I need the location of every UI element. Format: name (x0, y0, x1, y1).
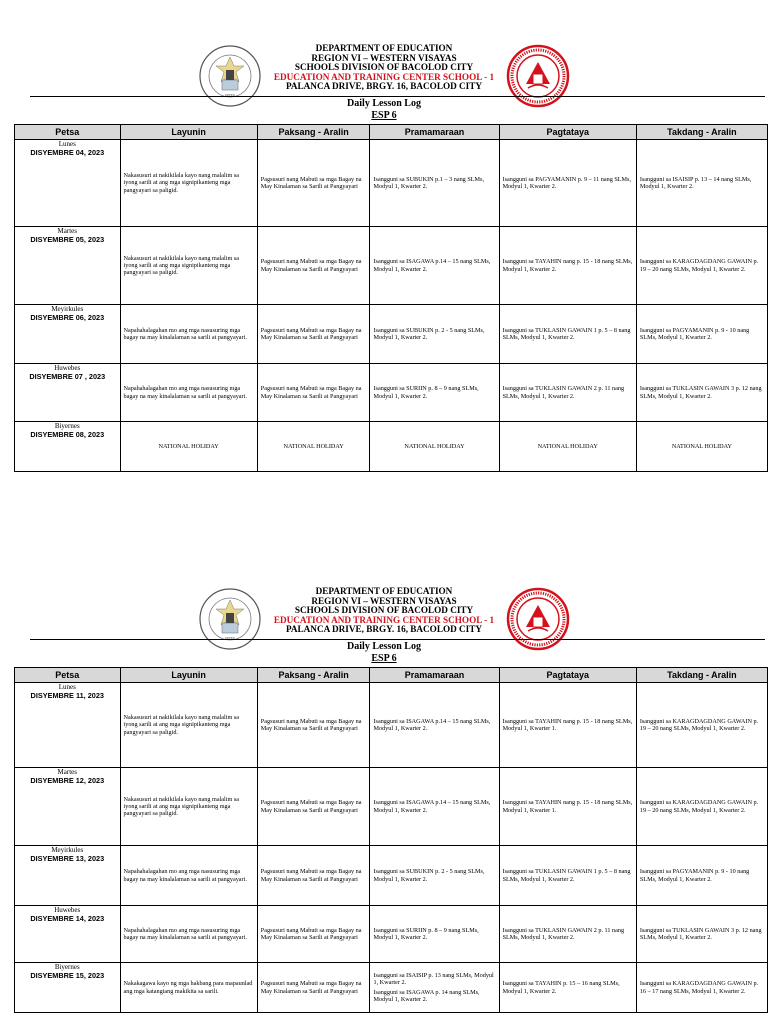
col-petsa: Petsa (15, 125, 121, 140)
takdang-cell: Isangguni sa KARAGDAGDANG GAWAIN p. 19 – 20 nang SLMs, Modyul 1, Kwarter 2. (636, 227, 767, 305)
lesson-log-table-1 (14, 124, 768, 472)
header-line-2: REGION VI – WESTERN VISAYAS (311, 595, 457, 606)
paksa-cell: Pagsusuri nang Mabuti sa mga Bagay na May Kinalaman sa Sarili at Pangyayari (257, 364, 370, 422)
holiday-cell: NATIONAL HOLIDAY (257, 422, 370, 472)
table-header-row (15, 668, 768, 683)
day-label: Meyirkules (51, 305, 84, 313)
paksa-cell: Pagsusuri nang Mabuti sa mga Bagay na May Kinalaman sa Sarili at Pangyayari (257, 768, 370, 846)
col-petsa: Petsa (15, 668, 121, 683)
subject-title: ESP 6 (371, 110, 397, 121)
pramamaraan-cell (370, 963, 499, 1013)
col-takdang: Takdang - Aralin (636, 668, 767, 683)
lesson-log-page-2 (0, 586, 768, 1004)
table-row (15, 963, 768, 1013)
takdang-cell: Isangguni sa ISAISIP p. 13 – 14 nang SLMs, Modyul 1, Kwarter 2. (636, 140, 767, 227)
day-label: Martes (57, 227, 77, 235)
pramamaraan-item: Isangguni sa ISAGAWA p. 14 nang SLMs, Modyul 1, Kwarter 2. (373, 989, 480, 1004)
pramamaraan-cell: Isangguni sa ISAGAWA p.14 – 15 nang SLMs, Modyul 1, Kwarter 2. (370, 227, 499, 305)
layunin-cell: Napahahalagahan mo ang mga nasusuring mga bagay na may kinalalaman sa sarili at pangyayari. (120, 364, 257, 422)
layunin-cell: Nakasusuri at nakikilala kayo nang malalim sa iyong sarili at ang mga signipikanteng mga pangyayari sa paligid. (120, 768, 257, 846)
header-line-5: PALANCA DRIVE, BRGY. 16, BACOLOD CITY (285, 81, 483, 92)
pagtataya-cell: Isangguni sa TAYAHIN nang p. 15 - 18 nang SLMs, Modyul 1, Kwarter 1. (499, 768, 636, 846)
svg-text:DEPED: DEPED (225, 636, 235, 640)
pramamaraan-cell: Isangguni sa SUBUKIN p. 2 - 5 nang SLMs, Modyul 1, Kwarter 2. (370, 305, 499, 364)
pagtataya-cell: Isangguni sa TAYAHIN nang p. 15 - 18 nang SLMs, Modyul 1, Kwarter 2. (499, 227, 636, 305)
pramamaraan-cell: Isangguni sa SURIIN p. 8 – 9 nang SLMs, Modyul 1, Kwarter 2. (370, 364, 499, 422)
day-label: Lunes (58, 683, 76, 691)
pagtataya-cell: Isangguni sa TAYAHIN p. 15 – 16 nang SLMs, Modyul 1, Kwarter 2. (499, 963, 636, 1013)
date-label: DISYEMBRE 06, 2023 (30, 313, 105, 322)
subject-title: ESP 6 (371, 653, 397, 664)
table-header-row (15, 125, 768, 140)
col-pagtataya: Pagtataya (499, 668, 636, 683)
layunin-cell: Napahahalagahan mo ang mga nasusuring mga bagay na may kinalalaman sa sarili at pangyayari. (120, 906, 257, 963)
header-line-2: REGION VI – WESTERN VISAYAS (311, 52, 457, 63)
day-label: Martes (57, 768, 77, 776)
holiday-cell: NATIONAL HOLIDAY (499, 422, 636, 472)
day-label: Huwebes (54, 906, 81, 914)
takdang-cell: Isangguni sa PAGYAMANIN p. 9 - 10 nang SLMs, Modyul 1, Kwarter 2. (636, 305, 767, 364)
pramamaraan-item: Isangguni sa ISAISIP p. 13 nang SLMs, Modyul 1, Kwarter 2. (373, 971, 494, 986)
col-paksa: Paksang - Aralin (257, 668, 370, 683)
table-row (15, 683, 768, 768)
day-label: Meyirkules (51, 846, 84, 854)
table-row (15, 422, 768, 472)
log-title: Daily Lesson Log (347, 98, 421, 109)
date-label: DISYEMBRE 15, 2023 (30, 971, 105, 980)
date-label: DISYEMBRE 14, 2023 (30, 914, 105, 923)
date-cell (15, 963, 121, 1013)
day-label: Huwebes (54, 364, 81, 372)
col-layunin: Layunin (120, 668, 257, 683)
day-label: Biyernes (54, 422, 80, 430)
takdang-cell: Isangguni sa KARAGDAGDANG GAWAIN p. 19 – 20 nang SLMs, Modyul 1, Kwarter 2. (636, 683, 767, 768)
date-label: DISYEMBRE 13, 2023 (30, 854, 105, 863)
takdang-cell: Isangguni sa TUKLASIN GAWAIN 3 p. 12 nang SLMs, Modyul 1, Kwarter 2. (636, 906, 767, 963)
table-row (15, 846, 768, 906)
date-label: DISYEMBRE 08, 2023 (30, 430, 105, 439)
holiday-cell: NATIONAL HOLIDAY (636, 422, 767, 472)
paksa-cell: Pagsusuri nang Mabuti sa mga Bagay na May Kinalaman sa Sarili at Pangyayari (257, 305, 370, 364)
table-row (15, 140, 768, 227)
header-divider (30, 96, 765, 97)
date-label: DISYEMBRE 11, 2023 (30, 691, 104, 700)
col-takdang: Takdang - Aralin (636, 125, 767, 140)
table-row (15, 906, 768, 963)
pramamaraan-cell: Isangguni sa SUBUKIN p. 2 - 5 nang SLMs, Modyul 1, Kwarter 2. (370, 846, 499, 906)
holiday-cell: NATIONAL HOLIDAY (370, 422, 499, 472)
date-cell (15, 422, 121, 472)
header-divider (30, 639, 765, 640)
date-cell (15, 140, 121, 227)
day-label: Lunes (58, 140, 76, 148)
col-pagtataya: Pagtataya (499, 125, 636, 140)
col-layunin: Layunin (120, 125, 257, 140)
day-label: Biyernes (54, 963, 80, 971)
date-cell (15, 846, 121, 906)
holiday-cell: NATIONAL HOLIDAY (120, 422, 257, 472)
table-row (15, 305, 768, 364)
takdang-cell: Isangguni sa TUKLASIN GAWAIN 3 p. 12 nang SLMs, Modyul 1, Kwarter 2. (636, 364, 767, 422)
header-line-5: PALANCA DRIVE, BRGY. 16, BACOLOD CITY (285, 624, 483, 635)
header-line-1: DEPARTMENT OF EDUCATION (315, 586, 453, 596)
header-line-1: DEPARTMENT OF EDUCATION (315, 43, 453, 53)
date-label: DISYEMBRE 12, 2023 (30, 776, 105, 785)
pagtataya-cell: Isangguni sa TUKLASIN GAWAIN 2 p. 11 nang SLMs, Modyul 1, Kwarter 2. (499, 906, 636, 963)
date-cell (15, 683, 121, 768)
layunin-cell: Nakasusuri at nakikilala kayo nang malalim sa iyong sarili at ang mga signipikanteng mga pangyayari sa paligid. (120, 683, 257, 768)
pramamaraan-cell: Isangguni sa SURIIN p. 8 – 9 nang SLMs, Modyul 1, Kwarter 2. (370, 906, 499, 963)
date-cell (15, 227, 121, 305)
layunin-cell: Nakakagawa kayo ng mga hakbang para mapaunlad ang mga katangiang makikita sa sarili. (120, 963, 257, 1013)
school-header (0, 44, 768, 92)
layunin-cell: Napahahalagahan mo ang mga nasusuring mga bagay na may kinalalaman sa sarili at pangyayari. (120, 846, 257, 906)
takdang-cell: Isangguni sa PAGYAMANIN p. 9 - 10 nang SLMs, Modyul 1, Kwarter 2. (636, 846, 767, 906)
log-title: Daily Lesson Log (347, 641, 421, 652)
header-line-3: SCHOOLS DIVISION OF BACOLOD CITY (294, 605, 474, 616)
layunin-cell: Napahahalagahan mo ang mga nasusuring mga bagay na may kinalalaman sa sarili at pangyayari. (120, 305, 257, 364)
date-cell (15, 305, 121, 364)
takdang-cell: Isangguni sa KARAGDAGDANG GAWAIN p. 19 – 20 nang SLMs, Modyul 1, Kwarter 2. (636, 768, 767, 846)
paksa-cell: Pagsusuri nang Mabuti sa mga Bagay na May Kinalaman sa Sarili at Pangyayari (257, 683, 370, 768)
paksa-cell: Pagsusuri nang Mabuti sa mga Bagay na May Kinalaman sa Sarili at Pangyayari (257, 227, 370, 305)
lesson-log-page-1 (0, 43, 768, 450)
pagtataya-cell: Isangguni sa TUKLASIN GAWAIN 1 p. 5 – 8 nang SLMs, Modyul 1, Kwarter 2. (499, 305, 636, 364)
table-row (15, 227, 768, 305)
header-line-4: EDUCATION AND TRAINING CENTER SCHOOL - 1 (273, 71, 495, 82)
table-row (15, 364, 768, 422)
date-cell (15, 768, 121, 846)
pagtataya-cell: Isangguni sa TAYAHIN nang p. 15 - 18 nang SLMs, Modyul 1, Kwarter 1. (499, 683, 636, 768)
pagtataya-cell: Isangguni sa TUKLASIN GAWAIN 2 p. 11 nang SLMs, Modyul 1, Kwarter 2. (499, 364, 636, 422)
svg-text:DEPED: DEPED (225, 93, 235, 97)
paksa-cell: Pagsusuri nang Mabuti sa mga Bagay na May Kinalaman sa Sarili at Pangyayari (257, 846, 370, 906)
takdang-cell: Isangguni sa KARAGDAGDANG GAWAIN p. 16 – 17 nang SLMs, Modyul 1, Kwarter 2. (636, 963, 767, 1013)
date-label: DISYEMBRE 07 , 2023 (29, 372, 106, 381)
pagtataya-cell: Isangguni sa TUKLASIN GAWAIN 1 p. 5 – 8 nang SLMs, Modyul 1, Kwarter 2. (499, 846, 636, 906)
pramamaraan-cell: Isangguni sa ISAGAWA p.14 – 15 nang SLMs, Modyul 1, Kwarter 2. (370, 683, 499, 768)
header-line-3: SCHOOLS DIVISION OF BACOLOD CITY (294, 62, 474, 73)
col-paksa: Paksang - Aralin (257, 125, 370, 140)
pagtataya-cell: Isangguni sa PAGYAMANIN p. 9 – 11 nang SLMs, Modyul 1, Kwarter 2. (499, 140, 636, 227)
paksa-cell: Pagsusuri nang Mabuti sa mga Bagay na May Kinalaman sa Sarili at Pangyayari (257, 963, 370, 1013)
layunin-cell: Nakasusuri at nakikilala kayo nang malalim sa iyong sarili at ang mga signipikanteng mga pangyayari sa paligid. (120, 227, 257, 305)
date-label: DISYEMBRE 04, 2023 (30, 148, 105, 157)
col-pramamaraan: Pramamaraan (370, 668, 499, 683)
paksa-cell: Pagsusuri nang Mabuti sa mga Bagay na May Kinalaman sa Sarili at Pangyayari (257, 140, 370, 227)
col-pramamaraan: Pramamaraan (370, 125, 499, 140)
pramamaraan-cell: Isangguni sa ISAGAWA p.14 – 15 nang SLMs, Modyul 1, Kwarter 2. (370, 768, 499, 846)
header-line-4: EDUCATION AND TRAINING CENTER SCHOOL - 1 (273, 614, 495, 625)
lesson-log-table-2 (14, 667, 768, 1013)
date-cell (15, 906, 121, 963)
date-label: DISYEMBRE 05, 2023 (30, 235, 105, 244)
date-cell (15, 364, 121, 422)
paksa-cell: Pagsusuri nang Mabuti sa mga Bagay na May Kinalaman sa Sarili at Pangyayari (257, 906, 370, 963)
layunin-cell: Nakasusuri at nakikilala kayo nang malalim sa iyong sarili at ang mga signipikanteng mga pangyayari sa paligid. (120, 140, 257, 227)
pramamaraan-cell: Isangguni sa SUBUKIN p.1 – 3 nang SLMs, Modyul 1, Kwarter 2. (370, 140, 499, 227)
table-row (15, 768, 768, 846)
school-header (0, 587, 768, 635)
